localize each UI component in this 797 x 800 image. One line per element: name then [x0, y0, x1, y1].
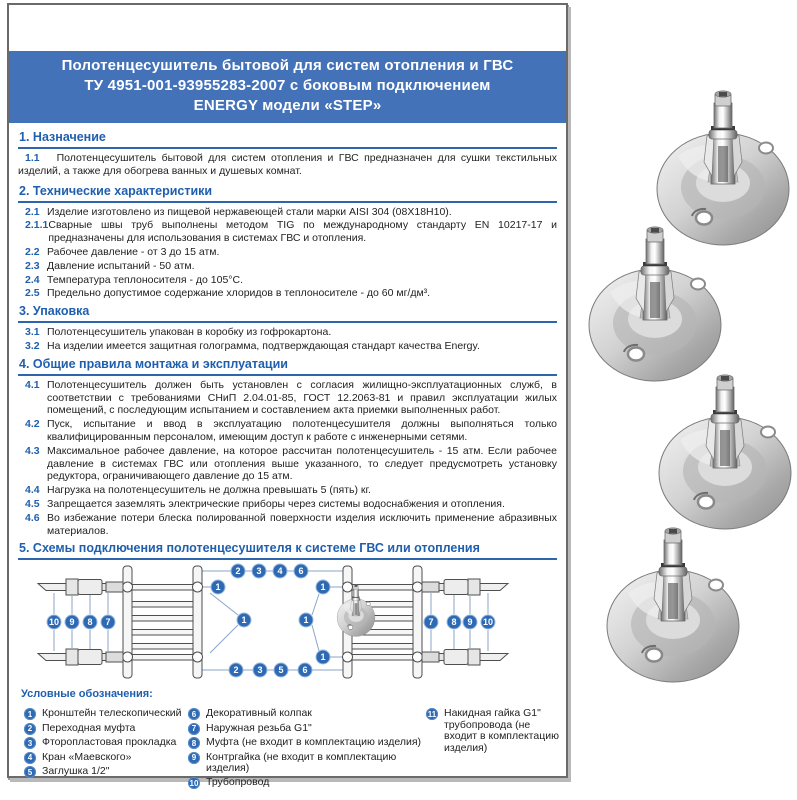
legend-item — [188, 708, 423, 720]
clause-number: 4.6 — [25, 511, 40, 524]
section-3-title: Упаковка — [32, 304, 90, 319]
legend-item — [24, 766, 184, 778]
svg-text:10: 10 — [482, 617, 494, 628]
callout-top-6 — [294, 564, 308, 578]
svg-text:8: 8 — [451, 617, 457, 628]
document-content — [9, 123, 566, 789]
title-band — [9, 51, 566, 123]
clause-4-1 — [18, 379, 557, 417]
svg-text:1: 1 — [241, 615, 247, 626]
clause-number: 2.5 — [25, 287, 40, 300]
clause-2-5 — [18, 287, 557, 300]
legend-label: Фторопластовая прокладка — [42, 736, 177, 749]
legend-number-badge: 4 — [24, 752, 36, 764]
callout-top-2 — [231, 564, 245, 578]
legend-number-badge: 9 — [188, 752, 200, 764]
callout-left-9 — [65, 615, 79, 629]
clause-text: Полотенцесушитель упакован в коробку из гофрокартона. — [47, 326, 332, 339]
clause-number: 4.5 — [25, 497, 40, 510]
legend-item — [426, 708, 566, 754]
callout-bracket-1 — [211, 580, 225, 594]
section-2-title: Технические характеристики — [32, 183, 213, 198]
svg-text:6: 6 — [298, 566, 304, 577]
svg-text:9: 9 — [69, 617, 75, 628]
clause-2-1 — [18, 206, 557, 219]
clause-text: Во избежание потери блеска полированной поверхности изделия исключить применение абразивных материалов. — [47, 511, 557, 537]
legend-label: Кран «Маевского» — [42, 750, 132, 763]
connection-diagram-svg — [18, 563, 558, 681]
svg-text:7: 7 — [105, 617, 111, 628]
legend-label: Кронштейн телескопический — [42, 707, 182, 720]
legend-label: Муфта (не входит в комплектацию изделия) — [206, 736, 422, 749]
legend-column-1 — [24, 708, 184, 781]
section-1-number: 1. — [19, 130, 30, 144]
svg-text:10: 10 — [48, 617, 60, 628]
svg-text:9: 9 — [467, 617, 473, 628]
title-line-2: ТУ 4951-001-93955283-2007 с боковым подключением — [84, 77, 491, 94]
section-5-title: Схемы подключения полотенцесушителя к системе ГВС или отопления — [32, 541, 480, 556]
bracket-photo-2 — [580, 222, 730, 387]
section-5-heading — [18, 538, 557, 560]
section-3-heading — [18, 301, 557, 323]
title-line-1: Полотенцесушитель бытовой для систем отопления и ГВС — [61, 57, 514, 74]
title-line-3: ENERGY модели «STEP» — [193, 97, 382, 114]
legend-number-badge: 5 — [24, 766, 36, 778]
clause-4-4 — [18, 484, 557, 497]
clause-text: Давление испытаний - 50 атм. — [47, 259, 195, 272]
clause-3-1 — [18, 326, 557, 339]
svg-text:1: 1 — [303, 615, 309, 626]
clause-2-4 — [18, 274, 557, 287]
clause-2-1-1 — [18, 219, 557, 245]
legend — [18, 688, 559, 789]
legend-label: Наружная резьба G1" — [206, 721, 312, 734]
clause-1-1 — [18, 152, 557, 178]
legend-number-badge: 3 — [24, 737, 36, 749]
legend-item — [24, 723, 184, 735]
clause-text: Пуск, испытание и ввод в эксплуатацию полотенцесушителя должны выполняться только квалифицированным персоналом, имеющим доступ к работе с инженерными сетями. — [47, 418, 557, 443]
clause-text: На изделии имеется защитная голограмма, подтверждающая стандарт качества Energy. — [47, 339, 480, 352]
legend-column-3 — [426, 708, 566, 757]
clause-text: Предельно допустимое содержание хлоридов в теплоносителе - до 60 мг/дм³. — [47, 287, 431, 300]
callout-bracket-1 — [237, 613, 251, 627]
callout-bracket-1 — [299, 613, 313, 627]
legend-label: Трубопровод — [206, 776, 270, 789]
section-4-number: 4. — [19, 356, 30, 371]
callout-right-7 — [424, 615, 438, 629]
callout-right-9 — [463, 615, 477, 629]
svg-text:3: 3 — [257, 665, 263, 676]
legend-item — [188, 737, 423, 749]
legend-item — [188, 723, 423, 735]
legend-number-badge: 6 — [188, 708, 200, 720]
callout-bracket-1 — [316, 650, 330, 664]
clause-number: 4.2 — [25, 418, 40, 431]
legend-number-badge: 10 — [189, 778, 199, 788]
svg-text:4: 4 — [277, 566, 283, 577]
clause-4-3 — [18, 445, 557, 483]
clause-number: 2.4 — [25, 273, 40, 286]
svg-text:3: 3 — [256, 566, 262, 577]
clause-text: Температура теплоносителя - до 105°С. — [47, 273, 243, 286]
callout-left-7 — [101, 615, 115, 629]
legend-label: Накидная гайка G1" трубопровода (не входит в комплектацию изделия) — [444, 707, 559, 754]
svg-text:1: 1 — [320, 652, 326, 663]
towel-rail-left — [123, 566, 203, 678]
svg-text:6: 6 — [302, 665, 308, 676]
section-4-title: Общие правила монтажа и эксплуатации — [32, 356, 288, 371]
legend-item — [188, 777, 423, 789]
legend-label: Переходная муфта — [42, 721, 136, 734]
legend-item — [188, 752, 423, 775]
section-1-title: Назначение — [32, 130, 106, 144]
clause-text: Сварные швы труб выполнены методом TIG по международному стандарту EN 10217-17 и предназначены для использования в системах ГВС и отопления. — [48, 219, 557, 245]
legend-number-badge: 1 — [24, 708, 36, 720]
clause-2-2 — [18, 246, 557, 259]
section-1-heading — [18, 127, 557, 149]
clause-number: 2.2 — [25, 245, 40, 258]
legend-number-badge: 2 — [24, 723, 36, 735]
clause-text: Запрещается заземлять электрические приборы через системы водоснабжения и отопления. — [47, 497, 505, 510]
section-5-number: 5. — [19, 541, 30, 556]
document-page — [7, 3, 568, 789]
clause-number: 4.1 — [25, 378, 40, 391]
callout-bottom-6 — [298, 663, 312, 677]
clause-4-2 — [18, 418, 557, 444]
callout-bottom-2 — [229, 663, 243, 677]
clause-2-3 — [18, 260, 557, 273]
clause-text: Нагрузка на полотенцесушитель не должна превышать 5 (пять) кг. — [47, 484, 371, 497]
clause-number: 2.1 — [25, 205, 40, 218]
legend-number-badge: 8 — [188, 737, 200, 749]
clause-number: 3.2 — [25, 339, 40, 352]
legend-label: Контргайка (не входит в комплектацию изделия) — [206, 750, 397, 775]
callout-right-10 — [481, 615, 495, 629]
clause-4-6 — [18, 512, 557, 538]
svg-text:2: 2 — [233, 665, 239, 676]
svg-text:5: 5 — [278, 665, 284, 676]
legend-label: Заглушка 1/2" — [42, 765, 110, 778]
callout-top-3 — [252, 564, 266, 578]
clause-text: Полотенцесушитель бытовой для систем отопления и ГВС предназначен для сушки текстильных изделий, а также для обогрева ванных и душевых комнат. — [18, 152, 557, 177]
clause-text: Полотенцесушитель должен быть установлен с согласия жилищно-эксплуатационных служб, в соответствии с требованиями СНиП 2.04.01-85, ГОСТ 12.2063-81 и правил эксплуатации жилых помещений, с последующим испытанием и составлением акта приемки выполненных работ. — [47, 378, 557, 417]
callout-top-4 — [273, 564, 287, 578]
legend-number-badge: 11 — [427, 709, 437, 719]
clause-text: Рабочее давление - от 3 до 15 атм. — [47, 245, 220, 258]
svg-text:8: 8 — [87, 617, 93, 628]
legend-item — [24, 708, 184, 720]
bracket-photo-3 — [650, 370, 797, 535]
legend-column-2 — [188, 708, 423, 792]
section-3-number: 3. — [19, 304, 30, 319]
clause-text: Максимальное рабочее давление, на которое рассчитан полотенцесушитель - 15 атм. Если рабочее давление в системах ГВС или отопления выше указанного, то следует предусмотреть установку редуктора, ограничивающего давление до 15 атм. — [47, 444, 557, 483]
svg-text:1: 1 — [215, 582, 221, 593]
clause-text: Изделие изготовлено из пищевой нержавеющей стали марки AISI 304 (08Х18Н10). — [47, 205, 452, 218]
clause-number: 2.1.1 — [25, 219, 49, 232]
callout-bottom-5 — [274, 663, 288, 677]
section-2-heading — [18, 181, 557, 203]
callout-bracket-1 — [316, 580, 330, 594]
section-2-number: 2. — [19, 183, 30, 198]
legend-item — [24, 752, 184, 764]
section-4-heading — [18, 354, 557, 376]
clause-number: 4.4 — [25, 484, 40, 497]
clause-4-5 — [18, 498, 557, 511]
bracket-photo-4 — [598, 523, 748, 688]
legend-title: Условные обозначения: — [21, 688, 153, 701]
svg-text:7: 7 — [428, 617, 434, 628]
svg-text:2: 2 — [235, 566, 241, 577]
legend-label: Декоративный колпак — [206, 707, 312, 720]
svg-text:1: 1 — [320, 582, 326, 593]
callout-left-10 — [47, 615, 61, 629]
connection-diagram — [18, 563, 557, 686]
callout-left-8 — [83, 615, 97, 629]
callout-right-8 — [447, 615, 461, 629]
clause-number: 1.1 — [25, 152, 40, 164]
clause-number: 4.3 — [25, 444, 40, 457]
legend-item — [24, 737, 184, 749]
left-leader-lines — [54, 593, 111, 651]
clause-number: 2.3 — [25, 259, 40, 272]
callout-bottom-3 — [253, 663, 267, 677]
clause-number: 3.1 — [25, 326, 40, 339]
legend-number-badge: 7 — [188, 723, 200, 735]
clause-3-2 — [18, 340, 557, 353]
